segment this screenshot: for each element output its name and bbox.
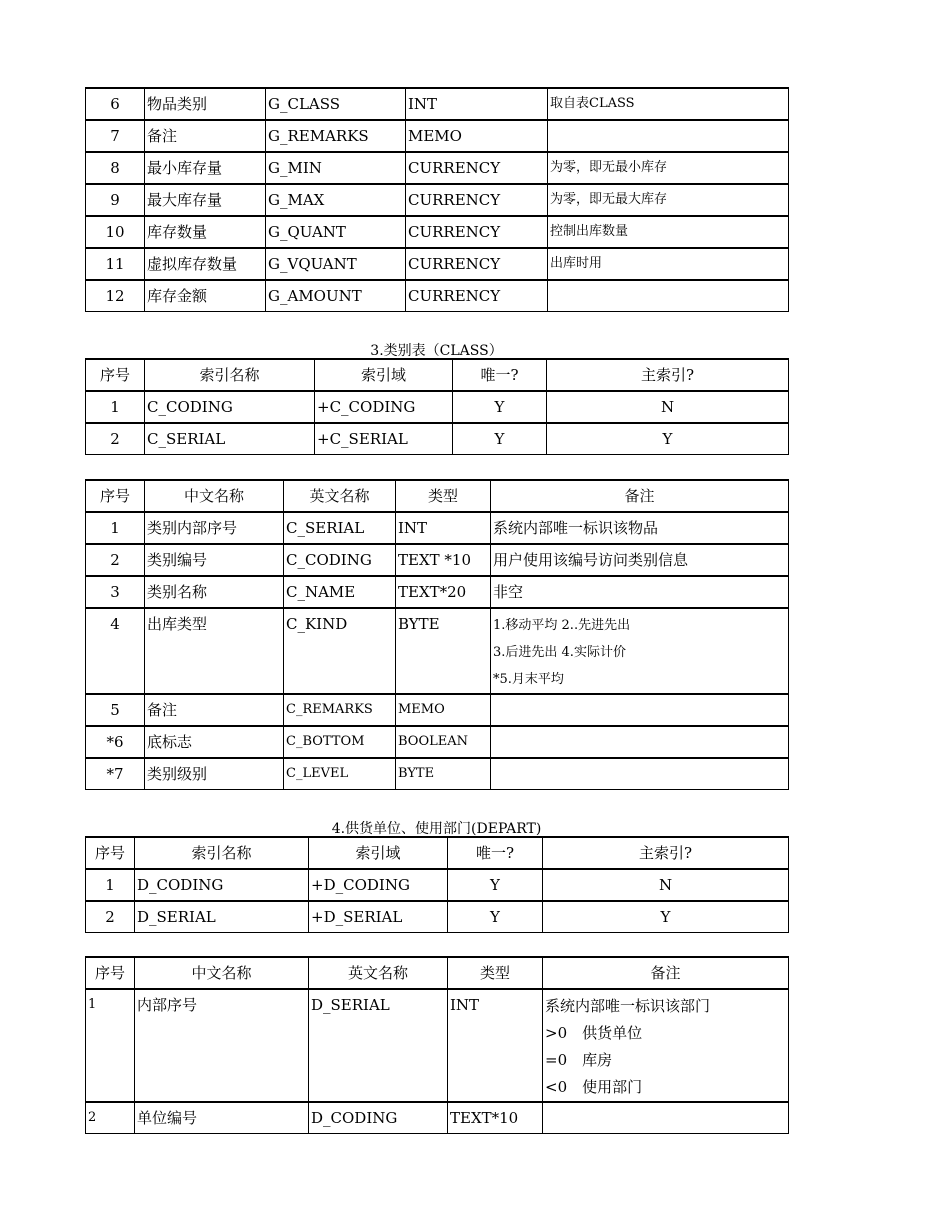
table-header-row [86, 359, 789, 391]
cell-en: G_CLASS [266, 88, 406, 120]
cell-no: 2 [86, 423, 145, 455]
cell-unique: Y [453, 391, 547, 423]
note-line: 系统内部唯一标识该部门 [545, 997, 711, 1015]
cell-no: 2 [86, 544, 145, 576]
cell-no: 10 [86, 216, 145, 248]
header-primary: 主索引? [543, 837, 789, 869]
cell-cn: 类别编号 [145, 544, 284, 576]
cell-index-name: D_SERIAL [135, 901, 309, 933]
cell-note: 用户使用该编号访问类别信息 [491, 544, 789, 576]
table-row [86, 726, 789, 758]
cell-no: 7 [86, 120, 145, 152]
table-header-row [86, 837, 789, 869]
cell-note [543, 989, 789, 1102]
cell-no: *7 [86, 758, 145, 790]
cell-note: 控制出库数量 [548, 216, 789, 248]
cell-type: TEXT*20 [396, 576, 491, 608]
cell-index-field: +C_SERIAL [315, 423, 453, 455]
cell-primary: Y [547, 423, 789, 455]
cell-cn: 物品类别 [145, 88, 266, 120]
header-cn: 中文名称 [145, 480, 284, 512]
header-note: 备注 [491, 480, 789, 512]
cell-type: CURRENCY [406, 152, 548, 184]
header-cn: 中文名称 [135, 957, 309, 989]
note-line: =0 库房 [545, 1051, 613, 1069]
table-row [86, 423, 789, 455]
header-note: 备注 [543, 957, 789, 989]
cell-unique: Y [453, 423, 547, 455]
cell-cn: 类别级别 [145, 758, 284, 790]
cell-index-field: +D_SERIAL [309, 901, 448, 933]
table-row [86, 694, 789, 726]
header-no: 序号 [86, 359, 145, 391]
table-row [86, 758, 789, 790]
cell-note: 系统内部唯一标识该物品 [491, 512, 789, 544]
note-line: <0 使用部门 [545, 1078, 643, 1096]
cell-no: 2 [86, 901, 135, 933]
header-no: 序号 [86, 480, 145, 512]
cell-en: C_NAME [284, 576, 396, 608]
cell-primary: Y [543, 901, 789, 933]
cell-primary: N [543, 869, 789, 901]
header-no: 序号 [86, 837, 135, 869]
cell-en: C_BOTTOM [284, 726, 396, 758]
cell-type: CURRENCY [406, 184, 548, 216]
cell-type: BYTE [396, 608, 491, 694]
table-row [86, 869, 789, 901]
cell-en: C_SERIAL [284, 512, 396, 544]
cell-note: 取自表CLASS [548, 88, 789, 120]
cell-no: 9 [86, 184, 145, 216]
cell-type: TEXT *10 [396, 544, 491, 576]
table-header-row [86, 480, 789, 512]
cell-note [543, 1102, 789, 1134]
class-index-table [85, 358, 789, 455]
cell-cn: 库存数量 [145, 216, 266, 248]
cell-no: 1 [86, 512, 145, 544]
note-line: 1.移动平均 2..先进先出 [493, 618, 631, 633]
cell-en: G_MIN [266, 152, 406, 184]
cell-type: INT [406, 88, 548, 120]
cell-no: 3 [86, 576, 145, 608]
cell-no: 1 [86, 869, 135, 901]
header-type: 类型 [448, 957, 543, 989]
cell-no: 1 [86, 989, 135, 1102]
header-no: 序号 [86, 957, 135, 989]
cell-type: TEXT*10 [448, 1102, 543, 1134]
cell-en: C_CODING [284, 544, 396, 576]
depart-index-table [85, 836, 789, 933]
table-row [86, 1102, 789, 1134]
cell-type: INT [396, 512, 491, 544]
cell-cn: 虚拟库存数量 [145, 248, 266, 280]
cell-type: BYTE [396, 758, 491, 790]
cell-index-name: C_SERIAL [145, 423, 315, 455]
cell-note: 为零，即无最大库存 [548, 184, 789, 216]
table-row [86, 989, 789, 1102]
cell-cn: 最小库存量 [145, 152, 266, 184]
cell-no: 8 [86, 152, 145, 184]
depart-field-table [85, 956, 789, 1134]
header-unique: 唯一? [453, 359, 547, 391]
cell-no: 4 [86, 608, 145, 694]
table-row [86, 280, 789, 312]
header-index-field: 索引域 [315, 359, 453, 391]
header-en: 英文名称 [284, 480, 396, 512]
table-header-row [86, 957, 789, 989]
note-line: *5.月末平均 [493, 672, 564, 687]
cell-type: CURRENCY [406, 216, 548, 248]
cell-no: 5 [86, 694, 145, 726]
table-row [86, 184, 789, 216]
cell-en: G_REMARKS [266, 120, 406, 152]
cell-no: 12 [86, 280, 145, 312]
table-row [86, 512, 789, 544]
table-row [86, 248, 789, 280]
table-row [86, 88, 789, 120]
cell-primary: N [547, 391, 789, 423]
table-row [86, 152, 789, 184]
cell-note: 非空 [491, 576, 789, 608]
cell-no: 2 [86, 1102, 135, 1134]
class-field-table [85, 479, 789, 790]
cell-type: MEMO [396, 694, 491, 726]
cell-no: 11 [86, 248, 145, 280]
cell-cn: 单位编号 [135, 1102, 309, 1134]
cell-cn: 备注 [145, 694, 284, 726]
header-index-name: 索引名称 [135, 837, 309, 869]
cell-index-name: C_CODING [145, 391, 315, 423]
header-en: 英文名称 [309, 957, 448, 989]
cell-note: 出库时用 [548, 248, 789, 280]
cell-no: *6 [86, 726, 145, 758]
cell-no: 1 [86, 391, 145, 423]
cell-note [491, 694, 789, 726]
table-row [86, 216, 789, 248]
cell-cn: 备注 [145, 120, 266, 152]
table-row [86, 544, 789, 576]
cell-cn: 内部序号 [135, 989, 309, 1102]
cell-note [548, 120, 789, 152]
cell-note [491, 608, 789, 694]
cell-note: 为零，即无最小库存 [548, 152, 789, 184]
cell-unique: Y [448, 869, 543, 901]
cell-en: G_AMOUNT [266, 280, 406, 312]
cell-en: C_KIND [284, 608, 396, 694]
cell-type: CURRENCY [406, 280, 548, 312]
cell-index-name: D_CODING [135, 869, 309, 901]
table-row [86, 901, 789, 933]
cell-type: CURRENCY [406, 248, 548, 280]
table-row [86, 120, 789, 152]
cell-index-field: +D_CODING [309, 869, 448, 901]
table-row [86, 391, 789, 423]
cell-en: G_VQUANT [266, 248, 406, 280]
cell-note [491, 758, 789, 790]
cell-en: D_SERIAL [309, 989, 448, 1102]
cell-cn: 最大库存量 [145, 184, 266, 216]
section4-title: 4.供货单位、使用部门(DEPART) [331, 821, 542, 837]
section3-title: 3.类别表（CLASS） [370, 343, 503, 359]
cell-cn: 库存金额 [145, 280, 266, 312]
table-row [86, 608, 789, 694]
cell-en: G_MAX [266, 184, 406, 216]
header-index-name: 索引名称 [145, 359, 315, 391]
cell-index-field: +C_CODING [315, 391, 453, 423]
cell-note [548, 280, 789, 312]
cell-no: 6 [86, 88, 145, 120]
table-row [86, 576, 789, 608]
cell-type: INT [448, 989, 543, 1102]
cell-en: C_LEVEL [284, 758, 396, 790]
cell-cn: 类别名称 [145, 576, 284, 608]
header-type: 类型 [396, 480, 491, 512]
cell-cn: 底标志 [145, 726, 284, 758]
cell-type: BOOLEAN [396, 726, 491, 758]
header-index-field: 索引域 [309, 837, 448, 869]
header-unique: 唯一? [448, 837, 543, 869]
cell-en: D_CODING [309, 1102, 448, 1134]
cell-en: C_REMARKS [284, 694, 396, 726]
cell-cn: 出库类型 [145, 608, 284, 694]
goods-field-table [85, 87, 789, 312]
cell-unique: Y [448, 901, 543, 933]
cell-cn: 类别内部序号 [145, 512, 284, 544]
header-primary: 主索引? [547, 359, 789, 391]
cell-note [491, 726, 789, 758]
note-line: 3.后进先出 4.实际计价 [493, 645, 626, 660]
cell-en: G_QUANT [266, 216, 406, 248]
note-line: >0 供货单位 [545, 1024, 643, 1042]
cell-type: MEMO [406, 120, 548, 152]
